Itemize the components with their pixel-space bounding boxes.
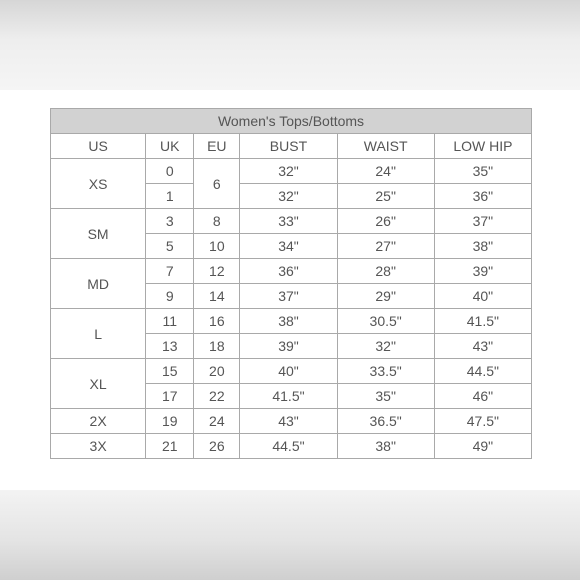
low-hip-cell: 36" bbox=[434, 184, 531, 209]
table-title: Women's Tops/Bottoms bbox=[51, 109, 532, 134]
uk-size-cell: 7 bbox=[146, 259, 194, 284]
waist-cell: 36.5" bbox=[337, 409, 434, 434]
us-size-cell: XL bbox=[51, 359, 146, 409]
eu-size-cell: 14 bbox=[194, 284, 240, 309]
header-uk: UK bbox=[146, 134, 194, 159]
table-row bbox=[51, 309, 532, 334]
table-row bbox=[51, 159, 532, 184]
low-hip-cell: 46" bbox=[434, 384, 531, 409]
us-size-cell: 3X bbox=[51, 434, 146, 459]
eu-size-cell: 12 bbox=[194, 259, 240, 284]
uk-size-cell: 15 bbox=[146, 359, 194, 384]
table-row bbox=[51, 259, 532, 284]
us-size-cell: MD bbox=[51, 259, 146, 309]
photo-background-top bbox=[0, 0, 580, 90]
uk-size-cell: 9 bbox=[146, 284, 194, 309]
waist-cell: 38" bbox=[337, 434, 434, 459]
table-row bbox=[51, 409, 532, 434]
uk-size-cell: 0 bbox=[146, 159, 194, 184]
uk-size-cell: 21 bbox=[146, 434, 194, 459]
header-bust: BUST bbox=[240, 134, 337, 159]
bust-cell: 39" bbox=[240, 334, 337, 359]
uk-size-cell: 5 bbox=[146, 234, 194, 259]
low-hip-cell: 41.5" bbox=[434, 309, 531, 334]
low-hip-cell: 40" bbox=[434, 284, 531, 309]
eu-size-cell: 6 bbox=[194, 159, 240, 209]
uk-size-cell: 13 bbox=[146, 334, 194, 359]
us-size-cell: XS bbox=[51, 159, 146, 209]
eu-size-cell: 20 bbox=[194, 359, 240, 384]
low-hip-cell: 39" bbox=[434, 259, 531, 284]
header-eu: EU bbox=[194, 134, 240, 159]
waist-cell: 32" bbox=[337, 334, 434, 359]
waist-cell: 33.5" bbox=[337, 359, 434, 384]
bust-cell: 36" bbox=[240, 259, 337, 284]
waist-cell: 26" bbox=[337, 209, 434, 234]
header-waist: WAIST bbox=[337, 134, 434, 159]
bust-cell: 44.5" bbox=[240, 434, 337, 459]
bust-cell: 43" bbox=[240, 409, 337, 434]
eu-size-cell: 18 bbox=[194, 334, 240, 359]
bust-cell: 34" bbox=[240, 234, 337, 259]
uk-size-cell: 19 bbox=[146, 409, 194, 434]
bust-cell: 40" bbox=[240, 359, 337, 384]
us-size-cell: L bbox=[51, 309, 146, 359]
bust-cell: 38" bbox=[240, 309, 337, 334]
low-hip-cell: 44.5" bbox=[434, 359, 531, 384]
header-us: US bbox=[51, 134, 146, 159]
waist-cell: 29" bbox=[337, 284, 434, 309]
bust-cell: 41.5" bbox=[240, 384, 337, 409]
us-size-cell: SM bbox=[51, 209, 146, 259]
waist-cell: 28" bbox=[337, 259, 434, 284]
uk-size-cell: 17 bbox=[146, 384, 194, 409]
low-hip-cell: 43" bbox=[434, 334, 531, 359]
eu-size-cell: 24 bbox=[194, 409, 240, 434]
eu-size-cell: 22 bbox=[194, 384, 240, 409]
eu-size-cell: 8 bbox=[194, 209, 240, 234]
bust-cell: 32" bbox=[240, 184, 337, 209]
eu-size-cell: 16 bbox=[194, 309, 240, 334]
uk-size-cell: 1 bbox=[146, 184, 194, 209]
table-row bbox=[51, 209, 532, 234]
low-hip-cell: 49" bbox=[434, 434, 531, 459]
uk-size-cell: 11 bbox=[146, 309, 194, 334]
table-row bbox=[51, 359, 532, 384]
table-row bbox=[51, 434, 532, 459]
header-low-hip: LOW HIP bbox=[434, 134, 531, 159]
uk-size-cell: 3 bbox=[146, 209, 194, 234]
waist-cell: 25" bbox=[337, 184, 434, 209]
low-hip-cell: 47.5" bbox=[434, 409, 531, 434]
bust-cell: 33" bbox=[240, 209, 337, 234]
bust-cell: 37" bbox=[240, 284, 337, 309]
low-hip-cell: 35" bbox=[434, 159, 531, 184]
bust-cell: 32" bbox=[240, 159, 337, 184]
eu-size-cell: 10 bbox=[194, 234, 240, 259]
waist-cell: 24" bbox=[337, 159, 434, 184]
eu-size-cell: 26 bbox=[194, 434, 240, 459]
low-hip-cell: 37" bbox=[434, 209, 531, 234]
size-chart-table bbox=[50, 108, 532, 459]
waist-cell: 35" bbox=[337, 384, 434, 409]
low-hip-cell: 38" bbox=[434, 234, 531, 259]
us-size-cell: 2X bbox=[51, 409, 146, 434]
waist-cell: 30.5" bbox=[337, 309, 434, 334]
table-header-row bbox=[51, 134, 532, 159]
table-title-row bbox=[51, 109, 532, 134]
waist-cell: 27" bbox=[337, 234, 434, 259]
